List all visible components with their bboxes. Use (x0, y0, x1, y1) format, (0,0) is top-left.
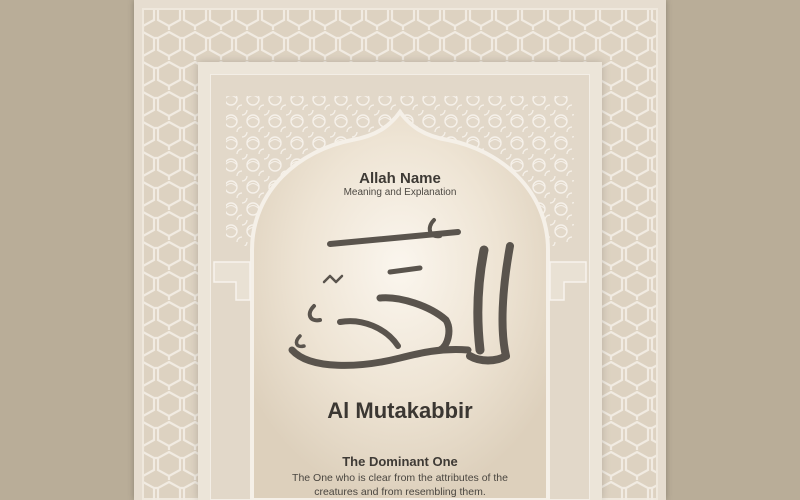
page-title: Allah Name (359, 170, 441, 187)
page-subtitle: Meaning and Explanation (343, 187, 457, 198)
arabic-calligraphy (270, 210, 530, 380)
meaning-heading: The Dominant One (342, 454, 458, 469)
meaning-description: The One who is clear from the attributes of the creatures and from resembling them. (292, 472, 508, 498)
transliterated-name: Al Mutakabbir (327, 398, 473, 423)
arch-step-left (214, 262, 250, 300)
arch-step-right (550, 262, 586, 300)
arabic-name-text: المتكبر (398, 376, 402, 377)
